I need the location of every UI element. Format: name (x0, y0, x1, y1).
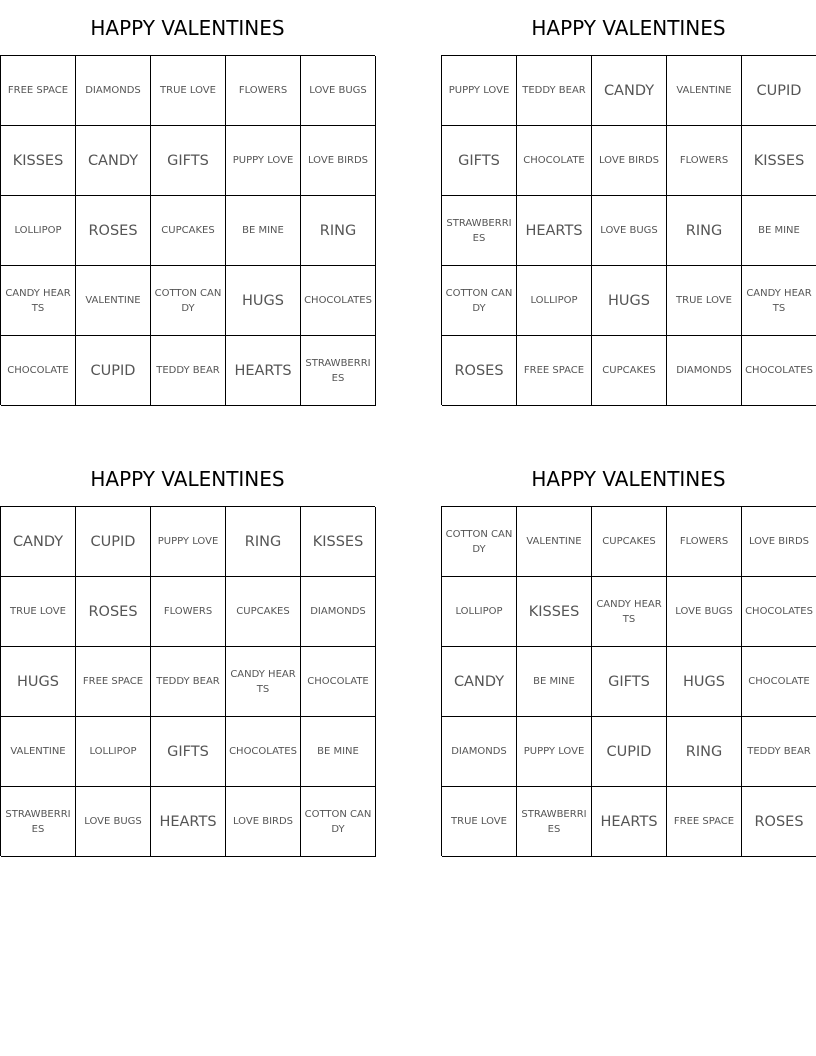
bingo-cell: CUPCAKES (226, 577, 301, 647)
bingo-cell: FLOWERS (667, 126, 742, 196)
bingo-cell: CHOCOLATE (742, 647, 816, 717)
bingo-cell: VALENTINE (1, 717, 76, 787)
bingo-cell: ROSES (76, 196, 151, 266)
bingo-cell: CHOCOLATE (301, 647, 376, 717)
bingo-cell: CHOCOLATE (517, 126, 592, 196)
bingo-cell: DIAMONDS (667, 336, 742, 406)
card-title: HAPPY VALENTINES (531, 467, 726, 491)
bingo-cell: HEARTS (517, 196, 592, 266)
bingo-cell: TRUE LOVE (442, 787, 517, 857)
bingo-cell: FLOWERS (226, 56, 301, 126)
bingo-cell: CHOCOLATE (1, 336, 76, 406)
bingo-cell: RING (301, 196, 376, 266)
bingo-cell: STRAWBERRIES (517, 787, 592, 857)
bingo-cell: CANDY (592, 56, 667, 126)
bingo-grid (441, 55, 816, 405)
bingo-cell: COTTON CANDY (442, 266, 517, 336)
bingo-cell: LOVE BIRDS (592, 126, 667, 196)
bingo-cell: FLOWERS (667, 507, 742, 577)
card-title: HAPPY VALENTINES (90, 16, 285, 40)
bingo-cell: COTTON CANDY (442, 507, 517, 577)
bingo-cell: LOLLIPOP (76, 717, 151, 787)
bingo-cell: STRAWBERRIES (301, 336, 376, 406)
bingo-cell: HUGS (592, 266, 667, 336)
bingo-cell: RING (667, 717, 742, 787)
bingo-cell: CUPID (592, 717, 667, 787)
bingo-cell: LOVE BIRDS (301, 126, 376, 196)
bingo-cell: DIAMONDS (301, 577, 376, 647)
card-title: HAPPY VALENTINES (531, 16, 726, 40)
bingo-cell: CANDY (442, 647, 517, 717)
bingo-card-3 (0, 463, 375, 856)
bingo-cell: CANDY HEARTS (1, 266, 76, 336)
bingo-card-2 (441, 12, 816, 405)
bingo-grid (0, 506, 375, 856)
bingo-cell: GIFTS (151, 126, 226, 196)
bingo-cell: RING (226, 507, 301, 577)
bingo-card-4 (441, 463, 816, 856)
bingo-cell: CANDY HEARTS (592, 577, 667, 647)
bingo-cell: LOVE BUGS (667, 577, 742, 647)
bingo-cell: TEDDY BEAR (517, 56, 592, 126)
bingo-cell: LOVE BUGS (301, 56, 376, 126)
bingo-cell: LOLLIPOP (442, 577, 517, 647)
card-title: HAPPY VALENTINES (90, 467, 285, 491)
bingo-cell: LOVE BIRDS (226, 787, 301, 857)
bingo-cell: HEARTS (226, 336, 301, 406)
bingo-cell: CHOCOLATES (742, 336, 816, 406)
bingo-cell: GIFTS (151, 717, 226, 787)
bingo-cell: PUPPY LOVE (226, 126, 301, 196)
bingo-cell: PUPPY LOVE (517, 717, 592, 787)
bingo-cell: CUPCAKES (592, 336, 667, 406)
bingo-cell: DIAMONDS (76, 56, 151, 126)
bingo-cell: TRUE LOVE (1, 577, 76, 647)
bingo-cell: LOVE BUGS (592, 196, 667, 266)
bingo-cell: RING (667, 196, 742, 266)
bingo-cell: CUPID (76, 336, 151, 406)
bingo-cell: KISSES (1, 126, 76, 196)
bingo-cell: FREE SPACE (517, 336, 592, 406)
bingo-cell: COTTON CANDY (301, 787, 376, 857)
bingo-grid (441, 506, 816, 856)
bingo-cell: LOVE BUGS (76, 787, 151, 857)
bingo-cell: HUGS (667, 647, 742, 717)
bingo-cell: VALENTINE (667, 56, 742, 126)
bingo-cell: TEDDY BEAR (151, 336, 226, 406)
bingo-cell: CHOCOLATES (742, 577, 816, 647)
bingo-cell: GIFTS (592, 647, 667, 717)
bingo-cell: TEDDY BEAR (151, 647, 226, 717)
bingo-cell: HEARTS (592, 787, 667, 857)
bingo-cell: BE MINE (301, 717, 376, 787)
bingo-cell: CHOCOLATES (301, 266, 376, 336)
bingo-cell: CUPCAKES (151, 196, 226, 266)
bingo-cell: CANDY (76, 126, 151, 196)
bingo-cell: BE MINE (226, 196, 301, 266)
bingo-cell: FLOWERS (151, 577, 226, 647)
bingo-cell: KISSES (301, 507, 376, 577)
bingo-cell: BE MINE (517, 647, 592, 717)
bingo-cell: VALENTINE (76, 266, 151, 336)
bingo-cell: HUGS (226, 266, 301, 336)
bingo-cell: CANDY (1, 507, 76, 577)
bingo-card-1 (0, 12, 375, 405)
bingo-cell: CHOCOLATES (226, 717, 301, 787)
bingo-cell: KISSES (517, 577, 592, 647)
bingo-cell: ROSES (442, 336, 517, 406)
bingo-cell: ROSES (76, 577, 151, 647)
bingo-cell: KISSES (742, 126, 816, 196)
bingo-cell: FREE SPACE (667, 787, 742, 857)
bingo-cell: STRAWBERRIES (1, 787, 76, 857)
bingo-cell: LOLLIPOP (1, 196, 76, 266)
bingo-grid (0, 55, 375, 405)
bingo-cell: COTTON CANDY (151, 266, 226, 336)
bingo-cell: CUPCAKES (592, 507, 667, 577)
bingo-cell: VALENTINE (517, 507, 592, 577)
bingo-cell: FREE SPACE (1, 56, 76, 126)
bingo-cell: TRUE LOVE (151, 56, 226, 126)
bingo-cell: TRUE LOVE (667, 266, 742, 336)
bingo-cell: LOVE BIRDS (742, 507, 816, 577)
bingo-cell: CUPID (742, 56, 816, 126)
bingo-cell: ROSES (742, 787, 816, 857)
bingo-cell: CANDY HEARTS (226, 647, 301, 717)
bingo-cell: FREE SPACE (76, 647, 151, 717)
bingo-cell: CUPID (76, 507, 151, 577)
bingo-cell: PUPPY LOVE (151, 507, 226, 577)
bingo-cell: LOLLIPOP (517, 266, 592, 336)
bingo-cell: CANDY HEARTS (742, 266, 816, 336)
bingo-cell: STRAWBERRIES (442, 196, 517, 266)
bingo-cell: GIFTS (442, 126, 517, 196)
bingo-cell: TEDDY BEAR (742, 717, 816, 787)
bingo-cell: DIAMONDS (442, 717, 517, 787)
bingo-cell: HEARTS (151, 787, 226, 857)
bingo-cell: PUPPY LOVE (442, 56, 517, 126)
bingo-cell: BE MINE (742, 196, 816, 266)
bingo-cell: HUGS (1, 647, 76, 717)
